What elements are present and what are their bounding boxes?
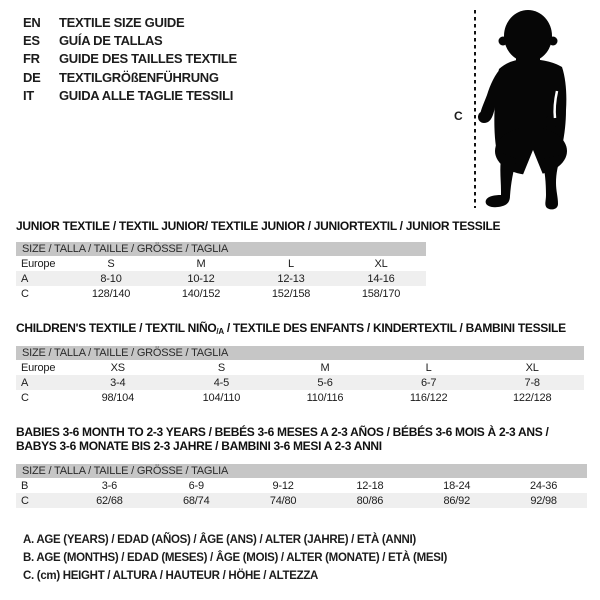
table-row xyxy=(16,256,426,271)
table-cell: 6-9 xyxy=(188,479,204,492)
table-cell: 24-36 xyxy=(530,479,558,492)
table-cell: L xyxy=(288,257,294,270)
row-label: A xyxy=(21,272,29,285)
table-cell: 8-10 xyxy=(100,272,122,285)
table-cell: 104/110 xyxy=(202,391,241,404)
language-code: IT xyxy=(23,88,34,104)
table-cell: 98/104 xyxy=(101,391,135,404)
size-header-bar: SIZE / TALLA / TAILLE / GRÖSSE / TAGLIA xyxy=(16,242,426,256)
table-cell: 18-24 xyxy=(443,479,471,492)
table-row xyxy=(16,286,426,301)
language-code: DE xyxy=(23,69,41,85)
language-row xyxy=(23,87,237,105)
height-figure xyxy=(450,5,600,215)
table-cell: 140/152 xyxy=(181,287,221,300)
guide-title: GUÍA DE TALLAS xyxy=(59,33,163,49)
table-cell: 9-12 xyxy=(272,479,294,492)
guide-title: TEXTILGRÖßENFÜHRUNG xyxy=(59,69,219,85)
table-cell: 10-12 xyxy=(187,272,215,285)
table-cell: S xyxy=(217,361,225,374)
table-cell: 12-13 xyxy=(277,272,305,285)
babies-size-table xyxy=(16,464,587,508)
language-row xyxy=(23,50,237,68)
table-cell: 3-4 xyxy=(110,376,126,389)
table-cell: 128/140 xyxy=(91,287,131,300)
table-cell: 5-6 xyxy=(317,376,333,389)
table-cell: 110/116 xyxy=(306,391,344,404)
row-label: Europe xyxy=(21,257,56,270)
table-cell: 4-5 xyxy=(213,376,230,389)
babies-title-line1: BABIES 3-6 MONTH TO 2-3 YEARS / BEBÉS 3-6 MESES A 2-3 AÑOS / BÉBÉS 3-6 MOIS À 2-3 ANS / xyxy=(16,425,549,439)
language-code: FR xyxy=(23,51,40,67)
table-cell: L xyxy=(425,361,432,374)
row-label: C xyxy=(21,391,29,404)
table-cell: 12-18 xyxy=(356,479,384,492)
note-height: C. (cm) HEIGHT / ALTURA / HAUTEUR / HÖHE / ALTEZZA xyxy=(23,570,319,582)
height-dimension-label: C xyxy=(454,109,463,123)
size-header-bar: SIZE / TALLA / TAILLE / GRÖSSE / TAGLIA xyxy=(16,346,584,360)
row-label: B xyxy=(21,479,29,492)
table-row xyxy=(16,493,587,508)
row-label: C xyxy=(21,287,29,300)
guide-title: TEXTILE SIZE GUIDE xyxy=(59,14,185,30)
row-label: Europe xyxy=(21,361,56,374)
table-cell: 122/128 xyxy=(513,391,552,404)
table-cell: 62/68 xyxy=(96,494,123,507)
legend-notes xyxy=(23,534,447,588)
table-cell: 158/170 xyxy=(361,287,401,300)
table-row xyxy=(16,360,584,375)
note-age-months: B. AGE (MONTHS) / EDAD (MESES) / ÂGE (MOIS) / ALTER (MONATE) / ETÀ (MESI) xyxy=(23,552,448,564)
junior-size-table xyxy=(16,242,426,301)
table-cell: 92/98 xyxy=(530,494,557,507)
table-cell: 14-16 xyxy=(367,272,395,285)
table-cell: 68/74 xyxy=(182,494,210,507)
children-title-sub: /A xyxy=(216,327,224,336)
row-label: A xyxy=(21,376,29,389)
guide-title: GUIDA ALLE TAGLIE TESSILI xyxy=(59,88,234,104)
children-title-post: / TEXTILE DES ENFANTS / KINDERTEXTIL / BAMBINI TESSILE xyxy=(223,321,566,335)
table-cell: XL xyxy=(374,257,388,270)
children-size-table xyxy=(16,346,584,405)
junior-table-title: JUNIOR TEXTILE / TEXTIL JUNIOR/ TEXTILE JUNIOR / JUNIORTEXTIL / JUNIOR TESSILE xyxy=(16,219,501,233)
table-cell: 80/86 xyxy=(356,494,384,507)
baby-silhouette xyxy=(450,5,600,215)
babies-title-line2: BABYS 3-6 MONATE BIS 2-3 JAHRE / BAMBINI 3-6 MESI A 2-3 ANNI xyxy=(16,438,382,453)
table-cell: XL xyxy=(525,361,539,374)
table-cell: 152/158 xyxy=(271,287,311,300)
note-age-years: A. AGE (YEARS) / EDAD (AÑOS) / ÂGE (ANS) / ALTER (JAHRE) / ETÀ (ANNI) xyxy=(23,534,416,546)
size-header-bar: SIZE / TALLA / TAILLE / GRÖSSE / TAGLIA xyxy=(16,464,587,478)
table-row xyxy=(16,375,584,390)
table-row xyxy=(16,390,584,405)
table-cell: 86/92 xyxy=(443,494,470,507)
table-cell: M xyxy=(320,361,330,374)
language-row xyxy=(23,68,237,86)
table-cell: 6-7 xyxy=(420,376,437,389)
table-cell: XS xyxy=(110,361,125,374)
language-title-block xyxy=(23,13,237,105)
language-code: ES xyxy=(23,33,40,49)
children-title-pre: CHILDREN'S TEXTILE / TEXTIL NIÑO xyxy=(16,321,217,335)
table-cell: M xyxy=(196,257,206,270)
guide-title: GUIDE DES TAILLES TEXTILE xyxy=(59,51,237,67)
language-row xyxy=(23,13,237,31)
table-row xyxy=(16,478,587,493)
table-cell: 74/80 xyxy=(269,494,297,507)
table-cell: 7-8 xyxy=(524,376,540,389)
table-cell: S xyxy=(107,257,115,270)
table-cell: 3-6 xyxy=(101,479,118,492)
table-row xyxy=(16,271,426,286)
children-table-title xyxy=(16,321,566,336)
row-label: C xyxy=(21,494,29,507)
table-cell: 116/122 xyxy=(409,391,448,404)
babies-table-title xyxy=(16,426,548,453)
language-code: EN xyxy=(23,14,41,30)
language-row xyxy=(23,31,237,49)
